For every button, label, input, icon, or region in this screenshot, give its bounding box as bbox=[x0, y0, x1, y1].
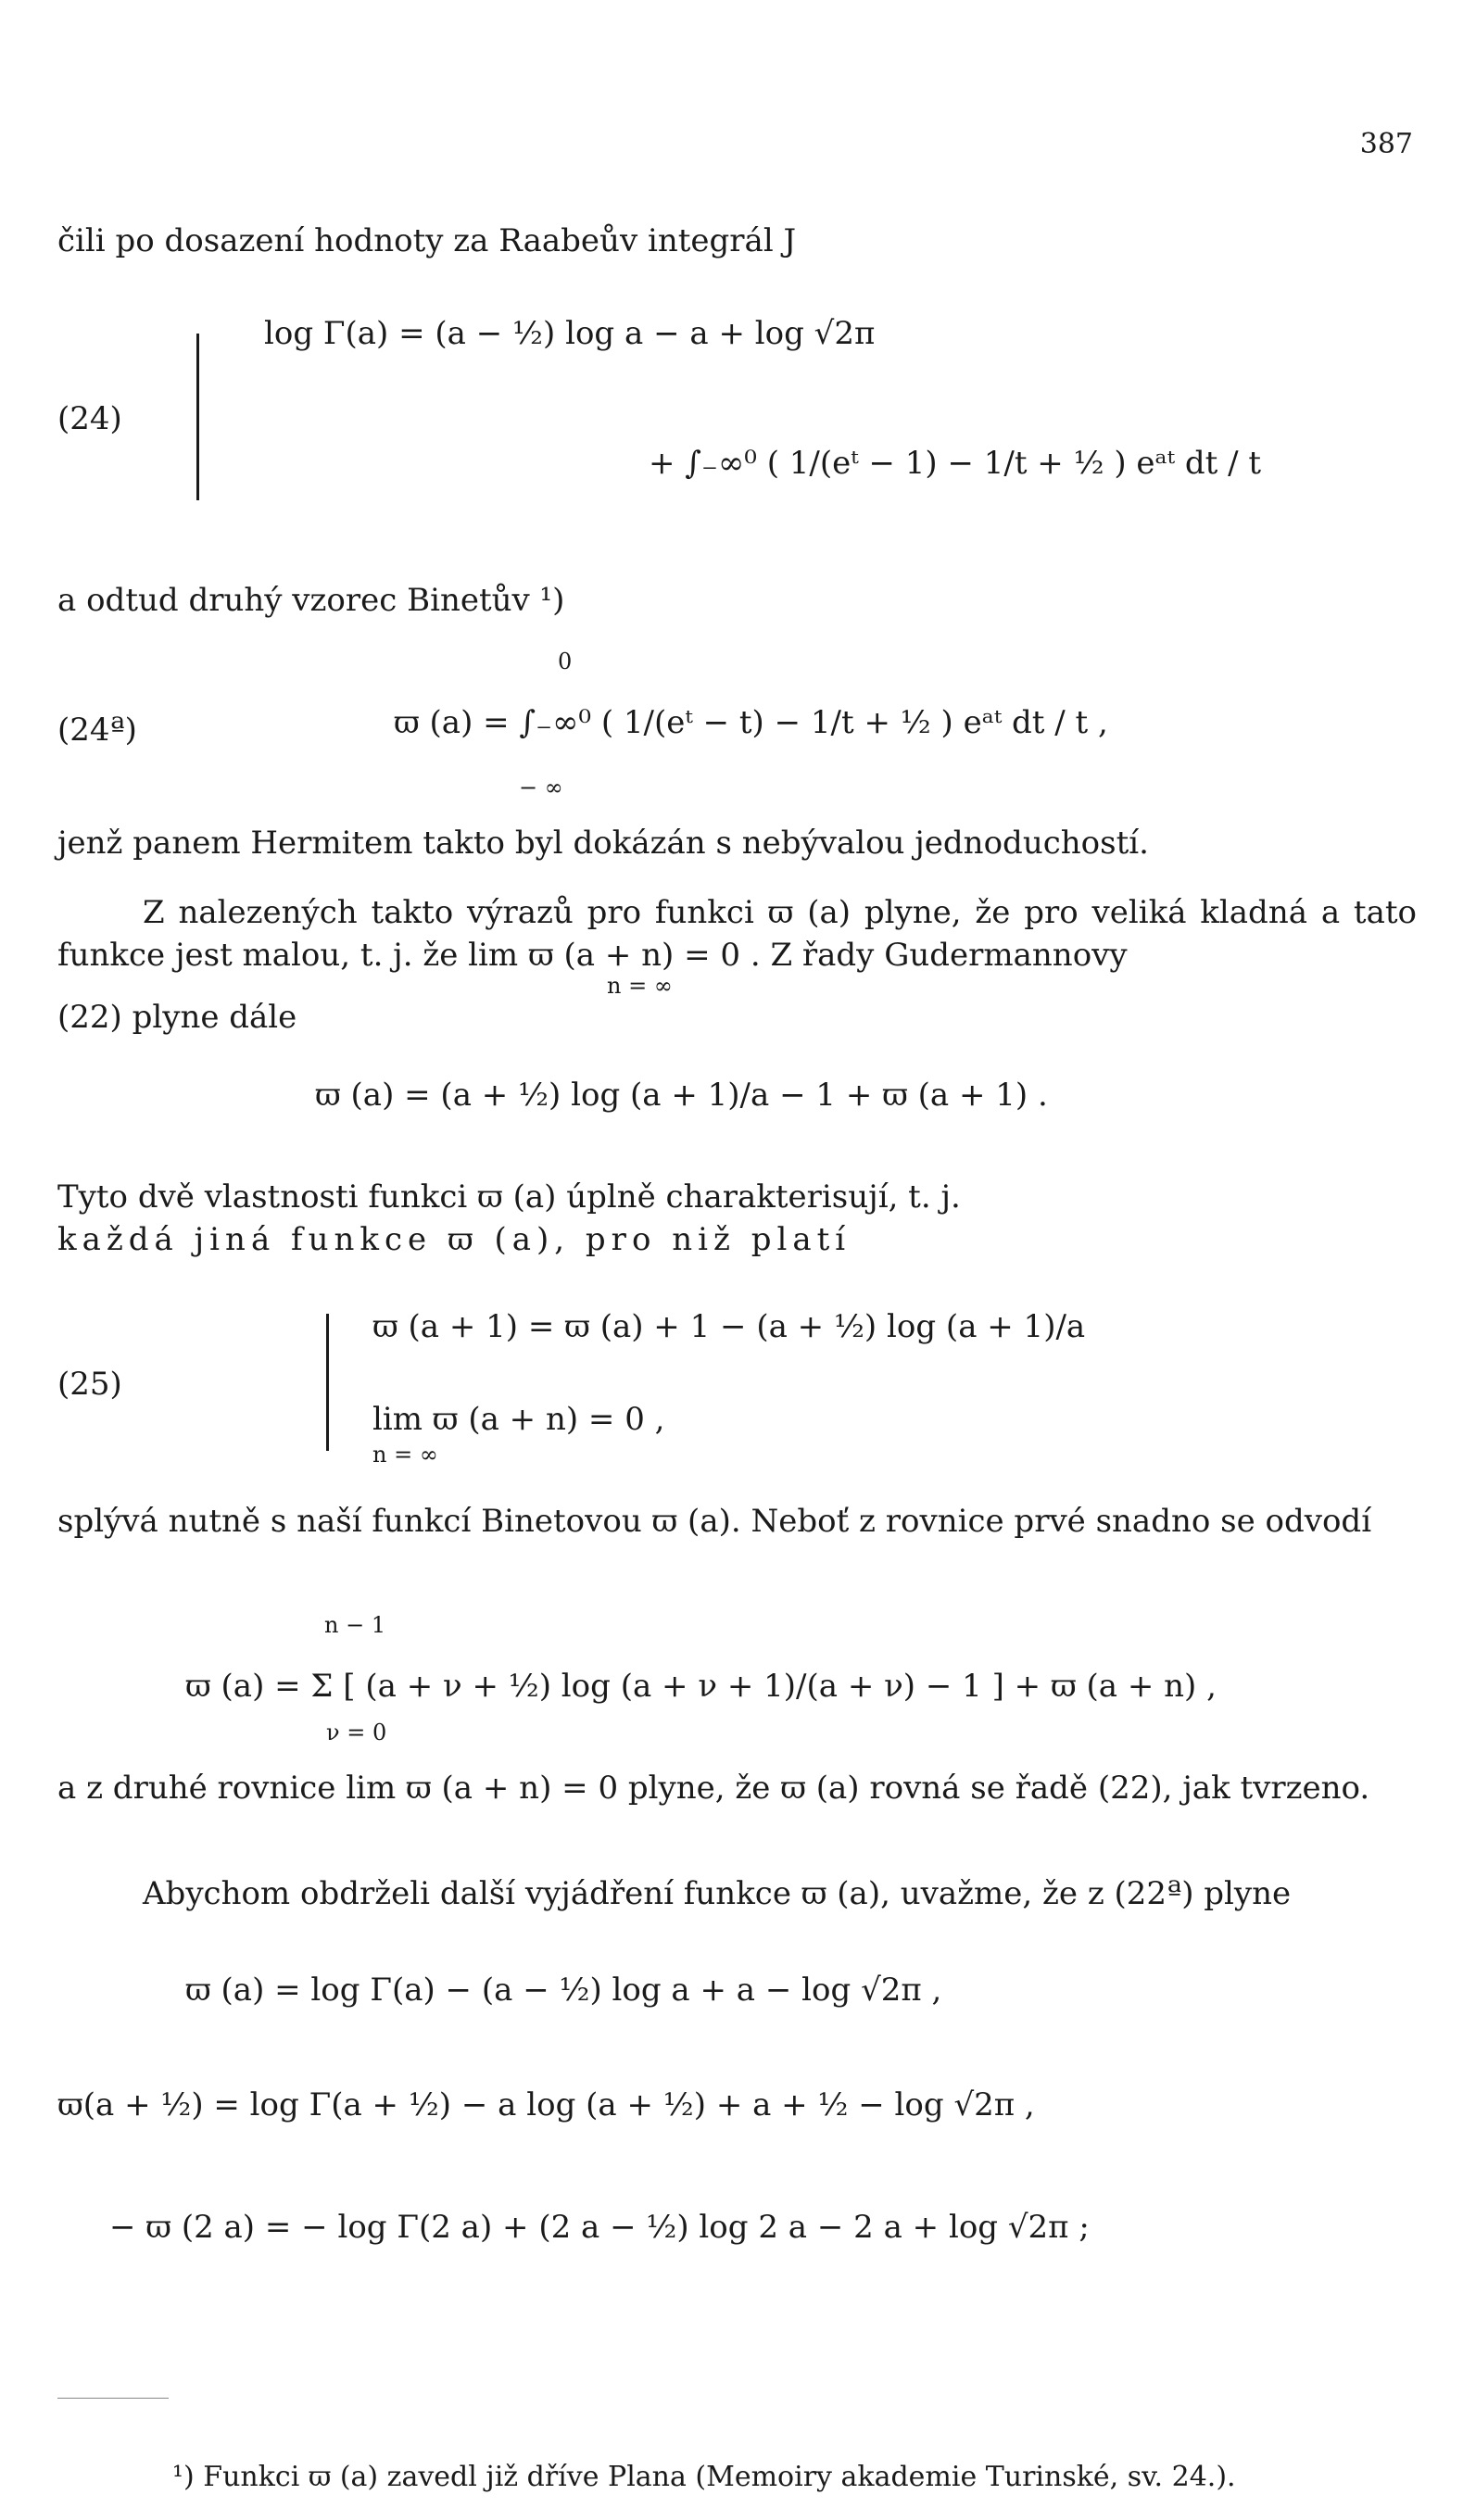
eq-last-1: ϖ (a) = log Γ(a) − (a − ½) log a + a − log √2π , bbox=[185, 1972, 942, 2009]
eq-last-3: − ϖ (2 a) = − log Γ(2 a) + (2 a − ½) log 2 a − 2 a + log √2π ; bbox=[109, 2209, 1090, 2246]
paragraph-7: splývá nutně s naší funkcí Binetovou ϖ (a). Neboť z rovnice prvé snadno se odvodí bbox=[57, 1503, 1372, 1540]
eq24-line2: + ∫₋∞⁰ ( 1/(eᵗ − 1) − 1/t + ½ ) eᵃᵗ dt / t bbox=[649, 445, 1262, 482]
footnote: ¹) Funkci ϖ (a) zavedl již dříve Plana (Memoiry akademie Turinské, sv. 24.). bbox=[172, 2461, 1236, 2493]
eq-label-24: (24) bbox=[57, 400, 122, 437]
page-number: 387 bbox=[1359, 128, 1413, 160]
eq25-line2: lim ϖ (a + n) = 0 , bbox=[372, 1401, 665, 1438]
eq24a: ϖ (a) = ∫₋∞⁰ ( 1/(eᵗ − t) − 1/t + ½ ) eᵃᵗ dt / t , bbox=[394, 704, 1108, 741]
lim-subscript-1: n = ∞ bbox=[607, 973, 673, 999]
sum-upper-limit: n − 1 bbox=[324, 1612, 386, 1638]
eq24a-lower-limit: − ∞ bbox=[519, 775, 563, 800]
eq-sum: ϖ (a) = Σ [ (a + ν + ½) log (a + ν + 1)/(a + ν) − 1 ] + ϖ (a + n) , bbox=[185, 1668, 1217, 1705]
eq-after-22: ϖ (a) = (a + ½) log (a + 1)/a − 1 + ϖ (a + 1) . bbox=[315, 1077, 1048, 1114]
eq25-line1: ϖ (a + 1) = ϖ (a) + 1 − (a + ½) log (a + 1)/a bbox=[372, 1308, 1086, 1345]
paragraph-3: jenž panem Hermitem takto byl dokázán s nebývalou jednoduchostí. bbox=[57, 825, 1149, 862]
paragraph-4: Z nalezených takto výrazů pro funkci ϖ (a) plyne, že pro veliká kladná a tato funkce jest malou, t. j. že lim ϖ (a + n) = 0 . Z řady Gudermannovy bbox=[57, 894, 1417, 974]
sum-lower-limit: ν = 0 bbox=[326, 1720, 387, 1745]
paragraph-2: a odtud druhý vzorec Binetův ¹) bbox=[57, 582, 565, 619]
paragraph-6a: Tyto dvě vlastnosti funkci ϖ (a) úplně charakterisují, t. j. bbox=[57, 1178, 961, 1216]
eq24-line1: log Γ(a) = (a − ½) log a − a + log √2π bbox=[264, 315, 876, 352]
eq25-brace bbox=[326, 1314, 333, 1451]
eq-label-24a: (24ª) bbox=[57, 712, 137, 749]
eq-label-25: (25) bbox=[57, 1366, 122, 1403]
eq24-brace bbox=[196, 334, 203, 500]
footnote-rule bbox=[57, 2398, 169, 2399]
paragraph-5: (22) plyne dále bbox=[57, 999, 297, 1036]
eq-last-2: ϖ(a + ½) = log Γ(a + ½) − a log (a + ½) + a + ½ − log √2π , bbox=[57, 2086, 1035, 2123]
paragraph-6b: každá jiná funkce ϖ (a), pro niž platí bbox=[57, 1221, 852, 1258]
paragraph-1: čili po dosazení hodnoty za Raabeův integrál J bbox=[57, 222, 797, 259]
lim-subscript-2: n = ∞ bbox=[372, 1442, 438, 1468]
paragraph-9: Abychom obdrželi další vyjádření funkce ϖ (a), uvažme, že z (22ª) plyne bbox=[143, 1875, 1292, 1912]
eq24a-upper-limit: 0 bbox=[558, 649, 573, 674]
paragraph-8: a z druhé rovnice lim ϖ (a + n) = 0 plyne, že ϖ (a) rovná se řadě (22), jak tvrzeno. bbox=[57, 1770, 1370, 1807]
